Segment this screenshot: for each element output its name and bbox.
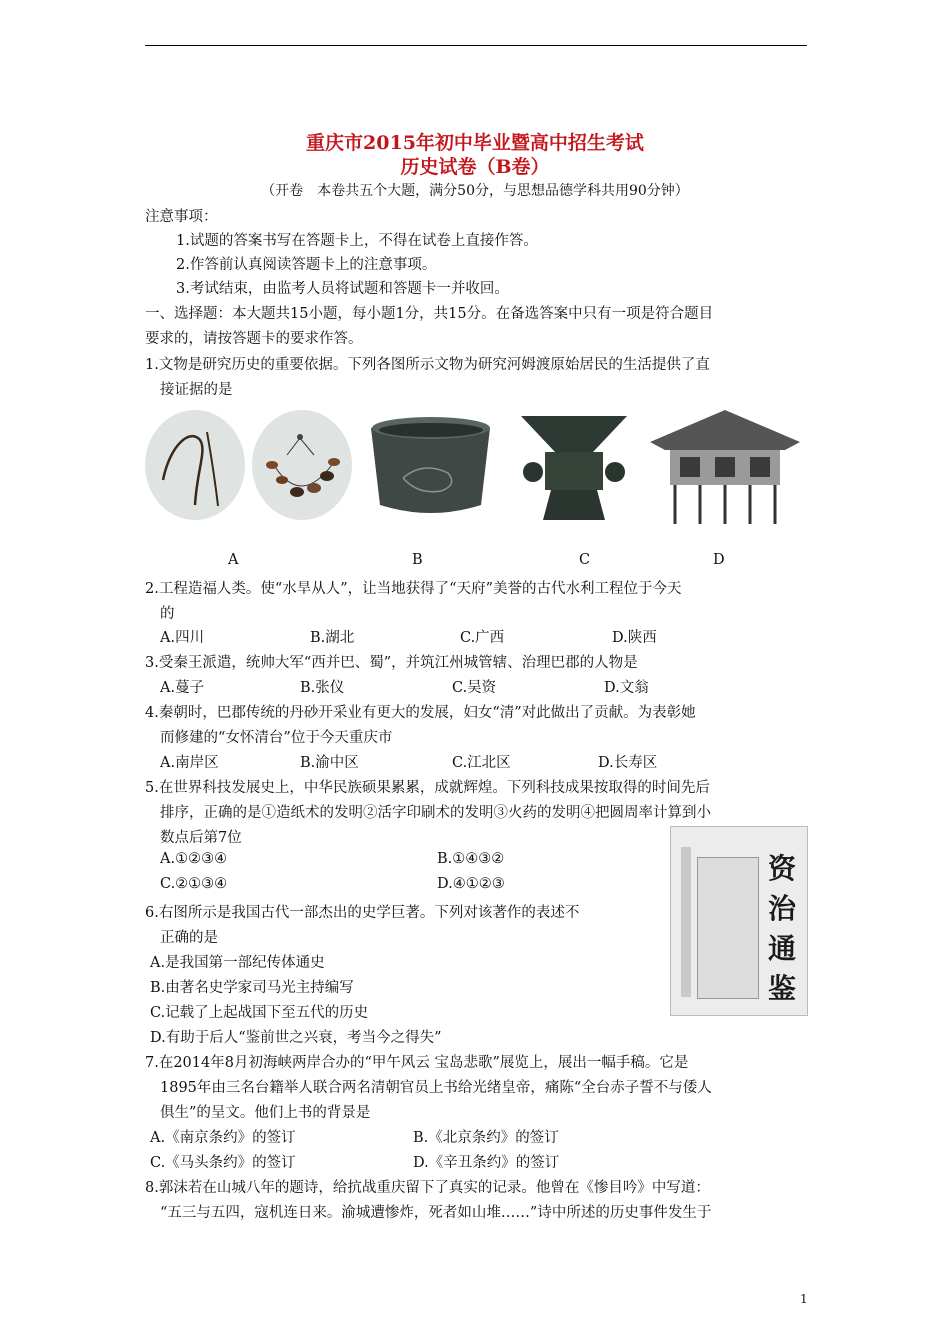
q3-option: C.吴资 bbox=[452, 680, 497, 696]
q7-option: C.《马头条约》的签订 bbox=[150, 1155, 296, 1171]
q3-stem: 3.受秦王派遣，统帅大军“西并巴、蜀”，并筑江州城管辖、治理巴郡的人物是 bbox=[145, 655, 638, 671]
q7-option: D.《辛丑条约》的签订 bbox=[413, 1155, 560, 1171]
notice-item: 3.考试结束，由监考人员将试题和答题卡一并收回。 bbox=[176, 281, 509, 297]
figure-label-c: C bbox=[579, 552, 591, 568]
cover-char: 资 bbox=[767, 852, 796, 885]
figure-label-d: D bbox=[713, 552, 725, 568]
q4-option: C.江北区 bbox=[452, 755, 511, 771]
q5-option: A.①②③④ bbox=[160, 851, 228, 867]
q6-stem: 6.右图所示是我国古代一部杰出的史学巨著。下列对该著作的表述不 bbox=[145, 905, 580, 921]
bone-needle-image bbox=[145, 410, 245, 520]
q4-option: D.长寿区 bbox=[598, 755, 658, 771]
q5-option: D.④①②③ bbox=[437, 876, 505, 892]
q1-stem: 1.文物是研究历史的重要依据。下列各图所示文物为研究河姆渡原始居民的生活提供了直 bbox=[145, 357, 710, 373]
q5-stem: 数点后第7位 bbox=[160, 830, 242, 846]
exam-note: （开卷 本卷共五个大题，满分50分，与思想品德学科共用90分钟） bbox=[261, 183, 689, 199]
q2-option: B.湖北 bbox=[310, 630, 355, 646]
q8-stem: 8.郭沫若在山城八年的题诗，给抗战重庆留下了真实的记录。他曾在《惨目吟》中写道： bbox=[145, 1180, 710, 1196]
q1-stem: 接证据的是 bbox=[160, 382, 233, 398]
q5-option: B.①④③② bbox=[437, 851, 505, 867]
q2-option: C.广西 bbox=[460, 630, 505, 646]
q2-option: A.四川 bbox=[160, 630, 205, 646]
q6-option: C.记载了上起战国下至五代的历史 bbox=[150, 1005, 369, 1021]
q3-option: A.蔓子 bbox=[160, 680, 205, 696]
bronze-zun-image bbox=[515, 412, 633, 524]
pottery-bowl-image bbox=[363, 413, 498, 525]
cover-panel bbox=[697, 857, 759, 999]
cover-char: 通 bbox=[767, 932, 796, 965]
cover-title bbox=[763, 849, 801, 1009]
notice-heading: 注意事项： bbox=[145, 209, 218, 225]
q7-option: A.《南京条约》的签订 bbox=[150, 1130, 296, 1146]
q6-option: D.有助于后人“鉴前世之兴衰，考当今之得失” bbox=[150, 1030, 442, 1046]
q8-stem: “五三与五四，寇机连日来。渝城遭惨炸，死者如山堆……”诗中所述的历史事件发生于 bbox=[160, 1205, 712, 1221]
cover-char: 治 bbox=[767, 892, 796, 925]
stilt-house-image bbox=[645, 402, 805, 530]
notice-item: 1.试题的答案书写在答题卡上，不得在试卷上直接作答。 bbox=[176, 233, 538, 249]
q6-option: A.是我国第一部纪传体通史 bbox=[150, 955, 325, 971]
q6-stem: 正确的是 bbox=[160, 930, 218, 946]
q2-stem: 的 bbox=[160, 606, 175, 622]
zizhi-tongjian-cover-image bbox=[670, 826, 808, 1016]
q7-stem: 7.在2014年8月初海峡两岸合办的“甲午风云 宝岛悲歌”展览上，展出一幅手稿。它是 bbox=[145, 1055, 689, 1071]
exam-subtitle: 历史试卷（B卷） bbox=[400, 156, 550, 178]
q5-stem: 排序，正确的是①造纸术的发明②活字印刷术的发明③火药的发明④把圆周率计算到小 bbox=[160, 805, 711, 821]
q2-stem: 2.工程造福人类。使“水旱从人”，让当地获得了“天府”美誉的古代水利工程位于今天 bbox=[145, 581, 682, 597]
q4-option: A.南岸区 bbox=[160, 755, 219, 771]
q6-option: B.由著名史学家司马光主持编写 bbox=[150, 980, 354, 996]
q4-option: B.渝中区 bbox=[300, 755, 359, 771]
q7-stem: 俱生”的呈文。他们上书的背景是 bbox=[160, 1105, 371, 1121]
section1-instructions: 一、选择题：本大题共15小题，每小题1分，共15分。在备选答案中只有一项是符合题目 bbox=[145, 306, 714, 322]
figure-label-a: A bbox=[228, 552, 239, 568]
q2-option: D.陕西 bbox=[612, 630, 657, 646]
figure-label-b: B bbox=[412, 552, 423, 568]
q7-stem: 1895年由三名台籍举人联合两名清朝官员上书给光绪皇帝，痛陈“全台赤子誓不与倭人 bbox=[160, 1080, 712, 1096]
cover-stripe bbox=[681, 847, 691, 997]
section1-instructions: 要求的，请按答题卡的要求作答。 bbox=[145, 331, 363, 347]
exam-title: 重庆市2015年初中毕业暨高中招生考试 bbox=[306, 132, 644, 154]
q5-stem: 5.在世界科技发展史上，中华民族硕果累累，成就辉煌。下列科技成果按取得的时间先后 bbox=[145, 780, 710, 796]
q4-stem: 4.秦朝时，巴郡传统的丹砂开采业有更大的发展，妇女“清”对此做出了贡献。为表彰她 bbox=[145, 705, 696, 721]
header-rule bbox=[145, 45, 807, 46]
q5-option: C.②①③④ bbox=[160, 876, 228, 892]
notice-item: 2.作答前认真阅读答题卡上的注意事项。 bbox=[176, 257, 437, 273]
q4-stem: 而修建的“女怀清台”位于今天重庆市 bbox=[160, 730, 393, 746]
necklace-image bbox=[252, 410, 352, 520]
page-number: 1 bbox=[800, 1292, 808, 1306]
q7-option: B.《北京条约》的签订 bbox=[413, 1130, 559, 1146]
cover-char: 鉴 bbox=[767, 972, 796, 1005]
q3-option: D.文翁 bbox=[604, 680, 649, 696]
q3-option: B.张仪 bbox=[300, 680, 345, 696]
